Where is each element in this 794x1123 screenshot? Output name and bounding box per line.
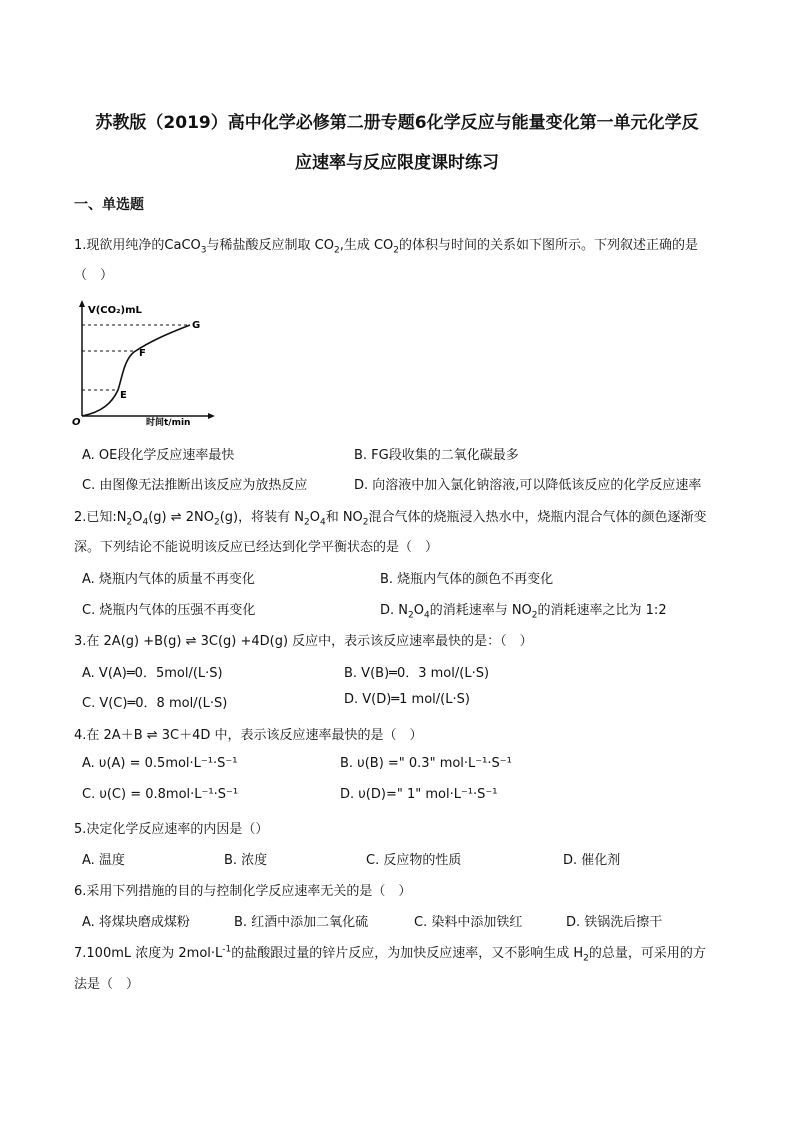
q4-option-c: C. υ(C) = 0.8mol·L⁻¹·S⁻¹ [82, 787, 239, 802]
q3-option-b: B. V(B)═0．3 mol/(L·S) [344, 666, 490, 681]
q5-option-b: B. 浓度 [224, 853, 268, 868]
q6-option-a: A. 将煤块磨成煤粉 [82, 915, 190, 930]
q4-stem: 4.在 2A＋B ⇌ 3C＋4D 中，表示该反应速率最快的是（ ） [74, 728, 423, 743]
q1-option-c: C. 由图像无法推断出该反应为放热反应 [82, 478, 308, 493]
q6-option-d: D. 铁锅洗后擦干 [566, 915, 663, 930]
q1-option-b: B. FG段收集的二氧化碳最多 [354, 448, 519, 463]
q5-option-c: C. 反应物的性质 [366, 853, 462, 868]
q4-option-b: B. υ(B) =" 0.3" mol·L⁻¹·S⁻¹ [340, 756, 512, 771]
q5-option-a: A. 温度 [82, 853, 125, 868]
q6-stem: 6.采用下列措施的目的与控制化学反应速率无关的是（ ） [74, 884, 412, 899]
q3-option-a: A. V(A)═0．5mol/(L·S) [82, 666, 223, 681]
q1-stem-line2: （ ） [74, 268, 114, 283]
q1-stem-line1: 1.现欲用纯净的CaCO$_3$与稀盐酸反应制取 $CO_2$,生成 $CO_2$的体积与时间的关系如下图所示。下列叙述正确的是 [74, 238, 699, 256]
q5-option-d: D. 催化剂 [563, 853, 621, 868]
graph-point-f: F [139, 348, 146, 359]
graph-origin-label: O [72, 417, 81, 426]
q3-option-d: D. V(D)═1 mol/(L·S) [344, 692, 470, 707]
q7-stem-line2: 法是（ ） [74, 977, 140, 992]
q3-stem: 3.在 2A(g) +B(g) ⇌ 3C(g) +4D(g) 反应中，表示该反应速率最快的是：（ ） [74, 634, 533, 649]
doc-title-line1: 苏教版（2019）高中化学必修第二册专题6化学反应与能量变化第一单元化学反 [95, 113, 699, 133]
q2-stem-line1: 2.已知$:N_2O_4(g)$ ⇌ $2NO_2(g)$，将装有 $N_2O_4$和 $NO_2$混合气体的烧瓶浸入热水中，烧瓶内混合气体的颜色逐渐变 [74, 510, 707, 528]
q4-option-d: D. υ(D)=" 1" mol·L⁻¹·S⁻¹ [340, 787, 498, 802]
q6-option-c: C. 染料中添加铁红 [414, 915, 523, 930]
graph-point-e: E [120, 390, 127, 401]
q2-stem-line2: 深。下列结论不能说明该反应已经达到化学平衡状态的是（ ） [74, 540, 439, 555]
q4-option-a: A. υ(A) = 0.5mol·L⁻¹·S⁻¹ [82, 756, 238, 771]
q2-option-a: A. 烧瓶内气体的质量不再变化 [82, 572, 255, 587]
section-heading: 一、单选题 [74, 197, 144, 213]
q1-option-a: A. OE段化学反应速率最快 [82, 448, 235, 463]
q2-option-d: D. $N_2O_4$的消耗速率与 $NO_2$的消耗速率之比为 1:2 [380, 603, 667, 621]
q7-stem-line1: 7.100mL 浓度为 $2mol\cdot L^{-1}$的盐酸跟过量的锌片反应，为加快反应速率，又不影响生成 $H_2$的总量，可采用的方 [74, 944, 706, 964]
q6-option-b: B. 红酒中添加二氧化硫 [234, 915, 369, 930]
graph-point-g: G [192, 320, 201, 331]
graph-x-label: 时间t/min [146, 418, 191, 426]
q2-option-b: B. 烧瓶内气体的颜色不再变化 [380, 572, 554, 587]
doc-title-line2: 应速率与反应限度课时练习 [295, 153, 499, 173]
q2-option-c: C. 烧瓶内气体的压强不再变化 [82, 603, 256, 618]
graph-y-label: V(CO₂)mL [88, 305, 142, 316]
q1-option-d: D. 向溶液中加入氯化钠溶液,可以降低该反应的化学反应速率 [354, 478, 702, 493]
q5-stem: 5.决定化学反应速率的内因是（） [74, 822, 269, 837]
q1-graph [72, 298, 217, 426]
q3-option-c: C. V(C)═0．8 mol/(L·S) [82, 696, 228, 711]
